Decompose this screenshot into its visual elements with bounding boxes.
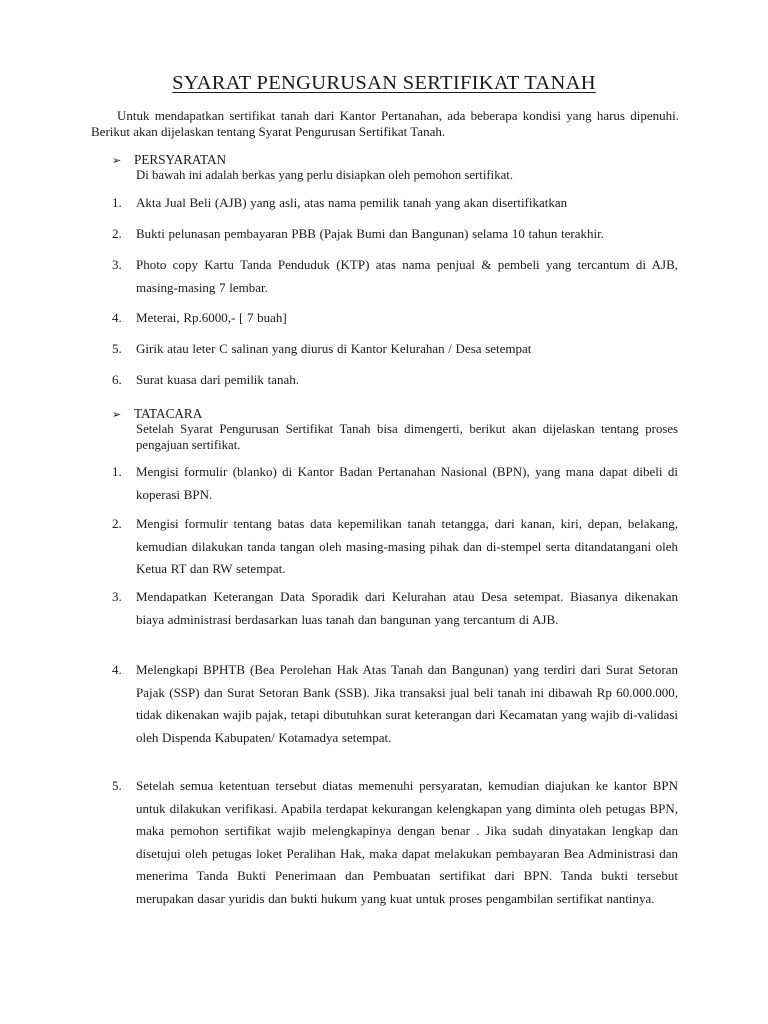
list-item-number: 5. bbox=[112, 341, 122, 356]
list-item bbox=[112, 513, 678, 581]
list-item-text: Mengisi formulir tentang batas data kepemilikan tanah tetangga, dari kanan, kiri, depan, belakang, kemudian dilakukan tanda tangan oleh masing-masing pihak dan di-stempel serta ditandatangani oleh Ketua RT dan RW setempat. bbox=[136, 516, 678, 576]
list-item-text: Photo copy Kartu Tanda Penduduk (KTP) atas nama penjual & pembeli yang tercantum di AJB, masing-masing 7 lembar. bbox=[136, 257, 678, 295]
list-item bbox=[112, 307, 678, 330]
list-item-text: Meterai, Rp.6000,- [ 7 buah] bbox=[136, 310, 287, 325]
list-item-text: Girik atau leter C salinan yang diurus di Kantor Kelurahan / Desa setempat bbox=[136, 341, 532, 356]
list-item-text: Surat kuasa dari pemilik tanah. bbox=[136, 372, 299, 387]
section-heading-label: TATACARA bbox=[134, 406, 203, 421]
arrow-bullet-icon: ➢ bbox=[112, 408, 122, 421]
intro-paragraph bbox=[91, 108, 679, 139]
list-item-number: 5. bbox=[112, 778, 122, 793]
list-item bbox=[112, 223, 678, 246]
intro-text: Untuk mendapatkan sertifikat tanah dari Kantor Pertanahan, ada beberapa kondisi yang harus dipenuhi. Berikut akan dijelaskan tentang Syarat Pengurusan Sertifikat Tanah. bbox=[91, 108, 679, 139]
list-item bbox=[112, 659, 678, 749]
list-item-number: 3. bbox=[112, 257, 122, 272]
list-item-text: Bukti pelunasan pembayaran PBB (Pajak Bumi dan Bangunan) selama 10 tahun terakhir. bbox=[136, 226, 604, 241]
document-title: SYARAT PENGURUSAN SERTIFIKAT TANAH bbox=[172, 72, 596, 94]
arrow-bullet-icon: ➢ bbox=[112, 154, 122, 167]
list-item-number: 6. bbox=[112, 372, 122, 387]
list-item bbox=[112, 192, 678, 215]
section-description: Di bawah ini adalah berkas yang perlu disiapkan oleh pemohon sertifikat. bbox=[136, 168, 514, 182]
section-heading-label: PERSYARATAN bbox=[134, 152, 227, 167]
list-item-text: Melengkapi BPHTB (Bea Perolehan Hak Atas Tanah dan Bangunan) yang terdiri dari Surat Setoran Pajak (SSP) dan Surat Setoran Bank (SSB). Jika transaksi jual beli tanah ini dibawah Rp 60.000.000, tidak dikenakan wajib pajak, tetapi dibutuhkan surat keterangan dari Kecamatan yang wajib di-validasi oleh Dispenda Kabupaten/ Kotamadya setempat. bbox=[136, 662, 678, 745]
list-item-text: Setelah semua ketentuan tersebut diatas memenuhi persyaratan, kemudian diajukan ke kantor BPN untuk dilakukan verifikasi. Apabila terdapat kekurangan kelengkapan yang diminta oleh petugas BPN, maka pemohon sertifikat wajib melengkapinya dengan benar . Jika sudah dinyatakan lengkap dan disetujui oleh petugas loket Peralihan Hak, maka dapat melakukan pembayaran Bea Administrasi dan menerima Tanda Bukti Penerimaan dan Pembuatan sertifikat dari BPN. Tanda bukti tersebut merupakan dasar yuridis dan bukti hukum yang kuat untuk proses pengambilan sertifikat nantinya. bbox=[136, 778, 678, 906]
section-heading-persyaratan bbox=[112, 152, 226, 169]
list-item bbox=[112, 254, 678, 299]
list-item-number: 1. bbox=[112, 464, 122, 479]
list-item-number: 2. bbox=[112, 226, 122, 241]
list-item-text: Mengisi formulir (blanko) di Kantor Badan Pertanahan Nasional (BPN), yang mana dapat dibeli di koperasi BPN. bbox=[136, 464, 678, 502]
section-heading-tatacara bbox=[112, 406, 202, 423]
list-item-number: 4. bbox=[112, 662, 122, 677]
list-item-text: Mendapatkan Keterangan Data Sporadik dari Kelurahan atau Desa setempat. Biasanya dikenakan biaya administrasi berdasarkan luas tanah dan bangunan yang tercantum di AJB. bbox=[136, 589, 678, 627]
section-description: Setelah Syarat Pengurusan Sertifikat Tanah bisa dimengerti, berikut akan dijelaskan tentang proses pengajuan sertifikat. bbox=[136, 422, 678, 452]
list-item-number: 1. bbox=[112, 195, 122, 210]
list-item-number: 2. bbox=[112, 516, 122, 531]
list-item-number: 4. bbox=[112, 310, 122, 325]
list-item-number: 3. bbox=[112, 589, 122, 604]
list-item bbox=[112, 369, 678, 392]
list-item bbox=[112, 586, 678, 631]
list-item-text: Akta Jual Beli (AJB) yang asli, atas nama pemilik tanah yang akan disertifikatkan bbox=[136, 195, 568, 210]
list-item bbox=[112, 338, 678, 361]
list-item bbox=[112, 775, 678, 910]
list-item bbox=[112, 461, 678, 506]
